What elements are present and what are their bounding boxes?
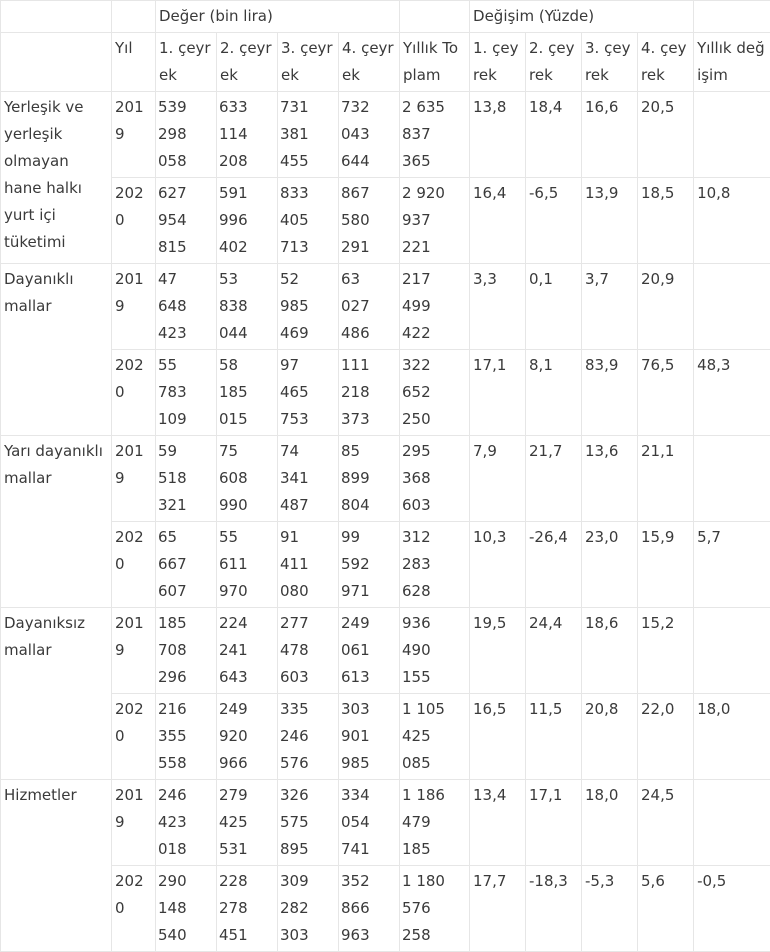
quarter-change-cell: 18,4 (526, 92, 582, 178)
header-empty-cell (694, 1, 770, 33)
year-cell: 2020 (112, 866, 156, 952)
annual-change-cell (694, 608, 770, 694)
quarter-change-cell: 5,6 (638, 866, 694, 952)
table-row (1, 350, 770, 436)
quarter-value-cell: 633 114 208 (217, 92, 278, 178)
header-group-row (1, 1, 770, 33)
year-cell: 2019 (112, 436, 156, 522)
annual-total-cell: 1 180 576 258 (400, 866, 470, 952)
quarter-change-cell: 24,4 (526, 608, 582, 694)
header-column-row (1, 33, 770, 92)
annual-total-cell: 322 652 250 (400, 350, 470, 436)
quarter-value-cell: 228 278 451 (217, 866, 278, 952)
table-row (1, 264, 770, 350)
quarter-value-cell: 216 355 558 (156, 694, 217, 780)
annual-total-cell: 312 283 628 (400, 522, 470, 608)
year-cell: 2019 (112, 608, 156, 694)
quarter-value-cell: 52 985 469 (278, 264, 339, 350)
quarter-value-cell: 833 405 713 (278, 178, 339, 264)
quarter-change-cell: 13,6 (582, 436, 638, 522)
quarter-value-cell: 91 411 080 (278, 522, 339, 608)
quarter-change-cell: 22,0 (638, 694, 694, 780)
annual-change-cell: 18,0 (694, 694, 770, 780)
category-label: Hizmetler (1, 780, 112, 952)
quarter-change-cell: 16,6 (582, 92, 638, 178)
annual-change-cell: 48,3 (694, 350, 770, 436)
quarter-change-cell: 15,9 (638, 522, 694, 608)
quarter-value-cell: 326 575 895 (278, 780, 339, 866)
quarter-value-cell: 277 478 603 (278, 608, 339, 694)
quarter-value-cell: 74 341 487 (278, 436, 339, 522)
quarter-change-cell: 10,3 (470, 522, 526, 608)
header-empty-cell (112, 1, 156, 33)
table-row (1, 608, 770, 694)
quarter-value-cell: 732 043 644 (339, 92, 400, 178)
quarter-change-cell: -26,4 (526, 522, 582, 608)
quarter-value-cell: 55 783 109 (156, 350, 217, 436)
quarter-value-cell: 99 592 971 (339, 522, 400, 608)
quarter-value-cell: 334 054 741 (339, 780, 400, 866)
quarter-value-cell: 85 899 804 (339, 436, 400, 522)
quarter-change-cell: 8,1 (526, 350, 582, 436)
quarter-change-cell: 11,5 (526, 694, 582, 780)
quarter-change-cell: 20,8 (582, 694, 638, 780)
quarter-change-cell: -6,5 (526, 178, 582, 264)
year-cell: 2019 (112, 264, 156, 350)
annual-change-cell: 10,8 (694, 178, 770, 264)
quarter-value-cell: 246 423 018 (156, 780, 217, 866)
quarter-value-cell: 63 027 486 (339, 264, 400, 350)
annual-total-cell: 1 105 425 085 (400, 694, 470, 780)
annual-total-cell: 217 499 422 (400, 264, 470, 350)
quarter-value-cell: 303 901 985 (339, 694, 400, 780)
category-label: Dayanıklı mallar (1, 264, 112, 436)
header-empty-cell (1, 1, 112, 33)
quarter-change-cell: 3,7 (582, 264, 638, 350)
annual-change-cell (694, 92, 770, 178)
table-row (1, 694, 770, 780)
header-change-q3: 3. çeyrek (582, 33, 638, 92)
table-row (1, 780, 770, 866)
annual-total-cell: 2 635 837 365 (400, 92, 470, 178)
header-change-q2: 2. çeyrek (526, 33, 582, 92)
quarter-change-cell: 7,9 (470, 436, 526, 522)
quarter-value-cell: 539 298 058 (156, 92, 217, 178)
annual-change-cell (694, 780, 770, 866)
table-row (1, 522, 770, 608)
header-change-q1: 1. çeyrek (470, 33, 526, 92)
quarter-value-cell: 290 148 540 (156, 866, 217, 952)
quarter-change-cell: -18,3 (526, 866, 582, 952)
quarter-change-cell: 21,1 (638, 436, 694, 522)
quarter-change-cell: 24,5 (638, 780, 694, 866)
quarter-change-cell: 20,9 (638, 264, 694, 350)
annual-total-cell: 295 368 603 (400, 436, 470, 522)
quarter-value-cell: 111 218 373 (339, 350, 400, 436)
quarter-value-cell: 352 866 963 (339, 866, 400, 952)
quarter-value-cell: 591 996 402 (217, 178, 278, 264)
header-change-group: Değişim (Yüzde) (470, 1, 694, 33)
annual-total-cell: 1 186 479 185 (400, 780, 470, 866)
quarter-value-cell: 185 708 296 (156, 608, 217, 694)
header-year: Yıl (112, 33, 156, 92)
annual-total-cell: 936 490 155 (400, 608, 470, 694)
category-label: Dayanıksız mallar (1, 608, 112, 780)
quarter-change-cell: 17,1 (470, 350, 526, 436)
header-value-group: Değer (bin lira) (156, 1, 400, 33)
year-cell: 2020 (112, 694, 156, 780)
quarter-change-cell: 13,9 (582, 178, 638, 264)
quarter-value-cell: 224 241 643 (217, 608, 278, 694)
annual-change-cell (694, 436, 770, 522)
table-row (1, 178, 770, 264)
header-value-q2: 2. çeyrek (217, 33, 278, 92)
quarter-change-cell: 17,1 (526, 780, 582, 866)
year-cell: 2019 (112, 92, 156, 178)
quarter-change-cell: 0,1 (526, 264, 582, 350)
quarter-value-cell: 59 518 321 (156, 436, 217, 522)
header-value-q4: 4. çeyrek (339, 33, 400, 92)
quarter-change-cell: 18,0 (582, 780, 638, 866)
quarter-change-cell: 13,4 (470, 780, 526, 866)
quarter-change-cell: 23,0 (582, 522, 638, 608)
quarter-change-cell: 83,9 (582, 350, 638, 436)
header-value-annual: Yıllık Toplam (400, 33, 470, 92)
quarter-value-cell: 627 954 815 (156, 178, 217, 264)
annual-total-cell: 2 920 937 221 (400, 178, 470, 264)
year-cell: 2020 (112, 350, 156, 436)
year-cell: 2019 (112, 780, 156, 866)
header-empty-cell (400, 1, 470, 33)
table-row (1, 436, 770, 522)
quarter-change-cell: 76,5 (638, 350, 694, 436)
quarter-change-cell: 3,3 (470, 264, 526, 350)
category-label: Yarı dayanıklı mallar (1, 436, 112, 608)
year-cell: 2020 (112, 522, 156, 608)
header-value-q1: 1. çeyrek (156, 33, 217, 92)
annual-change-cell: -0,5 (694, 866, 770, 952)
table-row (1, 92, 770, 178)
quarter-value-cell: 53 838 044 (217, 264, 278, 350)
quarter-change-cell: 16,4 (470, 178, 526, 264)
quarter-change-cell: -5,3 (582, 866, 638, 952)
quarter-change-cell: 16,5 (470, 694, 526, 780)
quarter-value-cell: 75 608 990 (217, 436, 278, 522)
annual-change-cell (694, 264, 770, 350)
quarter-change-cell: 15,2 (638, 608, 694, 694)
quarter-value-cell: 731 381 455 (278, 92, 339, 178)
header-empty-cell (1, 33, 112, 92)
quarter-change-cell: 13,8 (470, 92, 526, 178)
quarter-value-cell: 65 667 607 (156, 522, 217, 608)
quarter-value-cell: 47 648 423 (156, 264, 217, 350)
quarter-value-cell: 249 920 966 (217, 694, 278, 780)
quarter-value-cell: 58 185 015 (217, 350, 278, 436)
quarter-value-cell: 97 465 753 (278, 350, 339, 436)
quarter-change-cell: 17,7 (470, 866, 526, 952)
table-row (1, 866, 770, 952)
quarter-change-cell: 18,5 (638, 178, 694, 264)
header-change-annual: Yıllık değişim (694, 33, 770, 92)
category-label: Yerleşik ve yerleşik olmayan hane halkı yurt içi tüketimi (1, 92, 112, 264)
quarter-value-cell: 309 282 303 (278, 866, 339, 952)
quarter-value-cell: 335 246 576 (278, 694, 339, 780)
header-change-q4: 4. çeyrek (638, 33, 694, 92)
quarter-change-cell: 21,7 (526, 436, 582, 522)
annual-change-cell: 5,7 (694, 522, 770, 608)
quarter-value-cell: 279 425 531 (217, 780, 278, 866)
quarter-change-cell: 19,5 (470, 608, 526, 694)
header-value-q3: 3. çeyrek (278, 33, 339, 92)
quarter-change-cell: 20,5 (638, 92, 694, 178)
year-cell: 2020 (112, 178, 156, 264)
quarter-change-cell: 18,6 (582, 608, 638, 694)
quarter-value-cell: 249 061 613 (339, 608, 400, 694)
quarter-value-cell: 867 580 291 (339, 178, 400, 264)
quarter-value-cell: 55 611 970 (217, 522, 278, 608)
